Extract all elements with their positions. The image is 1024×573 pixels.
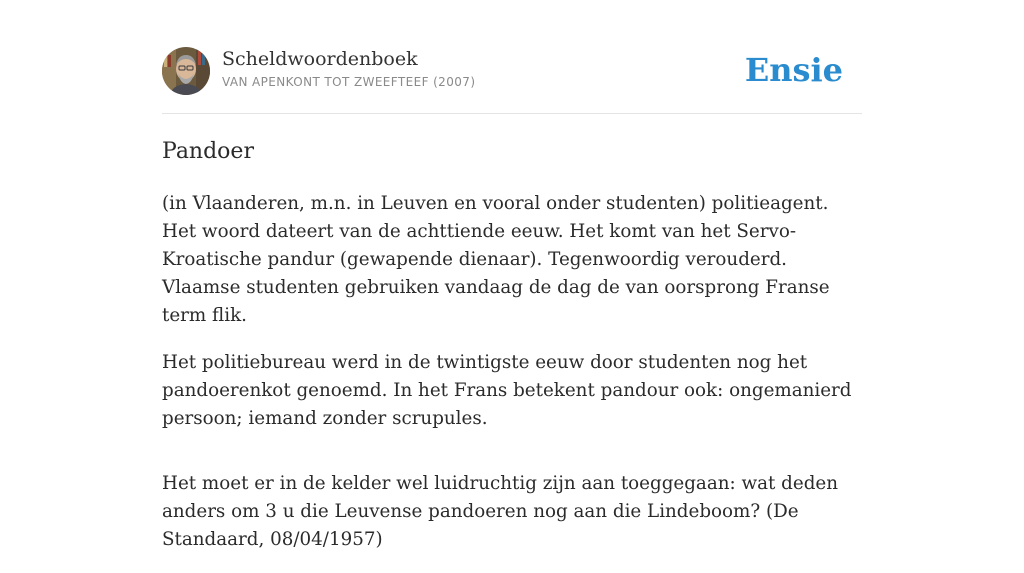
entry-card [162,46,862,550]
entry-body [162,190,862,573]
entry-paragraph: Het politiebureau werd in de twintigste eeuw door studenten nog het pandoerenkot genoemd. In het Frans betekent pandour ook: ongemanierd persoon; iemand zonder scrupules. [162,352,852,429]
ensie-logo[interactable]: Ensie [744,51,843,89]
author-photo [162,47,210,95]
divider [162,113,862,114]
entry-title: Pandoer [162,139,254,164]
entry-quote: Het moet er in de kelder wel luidruchtig zijn aan toeggegaan: wat deden anders om 3 u die Leuvense pandoeren nog aan die Lindeboom? (De Standaard, 08/04/1957) [162,473,838,550]
source-title[interactable]: Scheldwoordenboek [222,48,418,70]
source-subtitle: VAN APENKONT TOT ZWEEFTEEF (2007) [222,75,476,89]
author-avatar[interactable] [162,47,210,95]
source-header [162,46,862,96]
entry-paragraph: (in Vlaanderen, m.n. in Leuven en vooral onder studenten) politieagent. Het woord dateert van de achttiende eeuw. Het komt van het Servo-Kroatische pandur (gewapende dienaar). Tegenwoordig verouderd. Vlaamse studenten gebruiken vandaag de dag de van oorsprong Franse term flik. [162,193,830,326]
